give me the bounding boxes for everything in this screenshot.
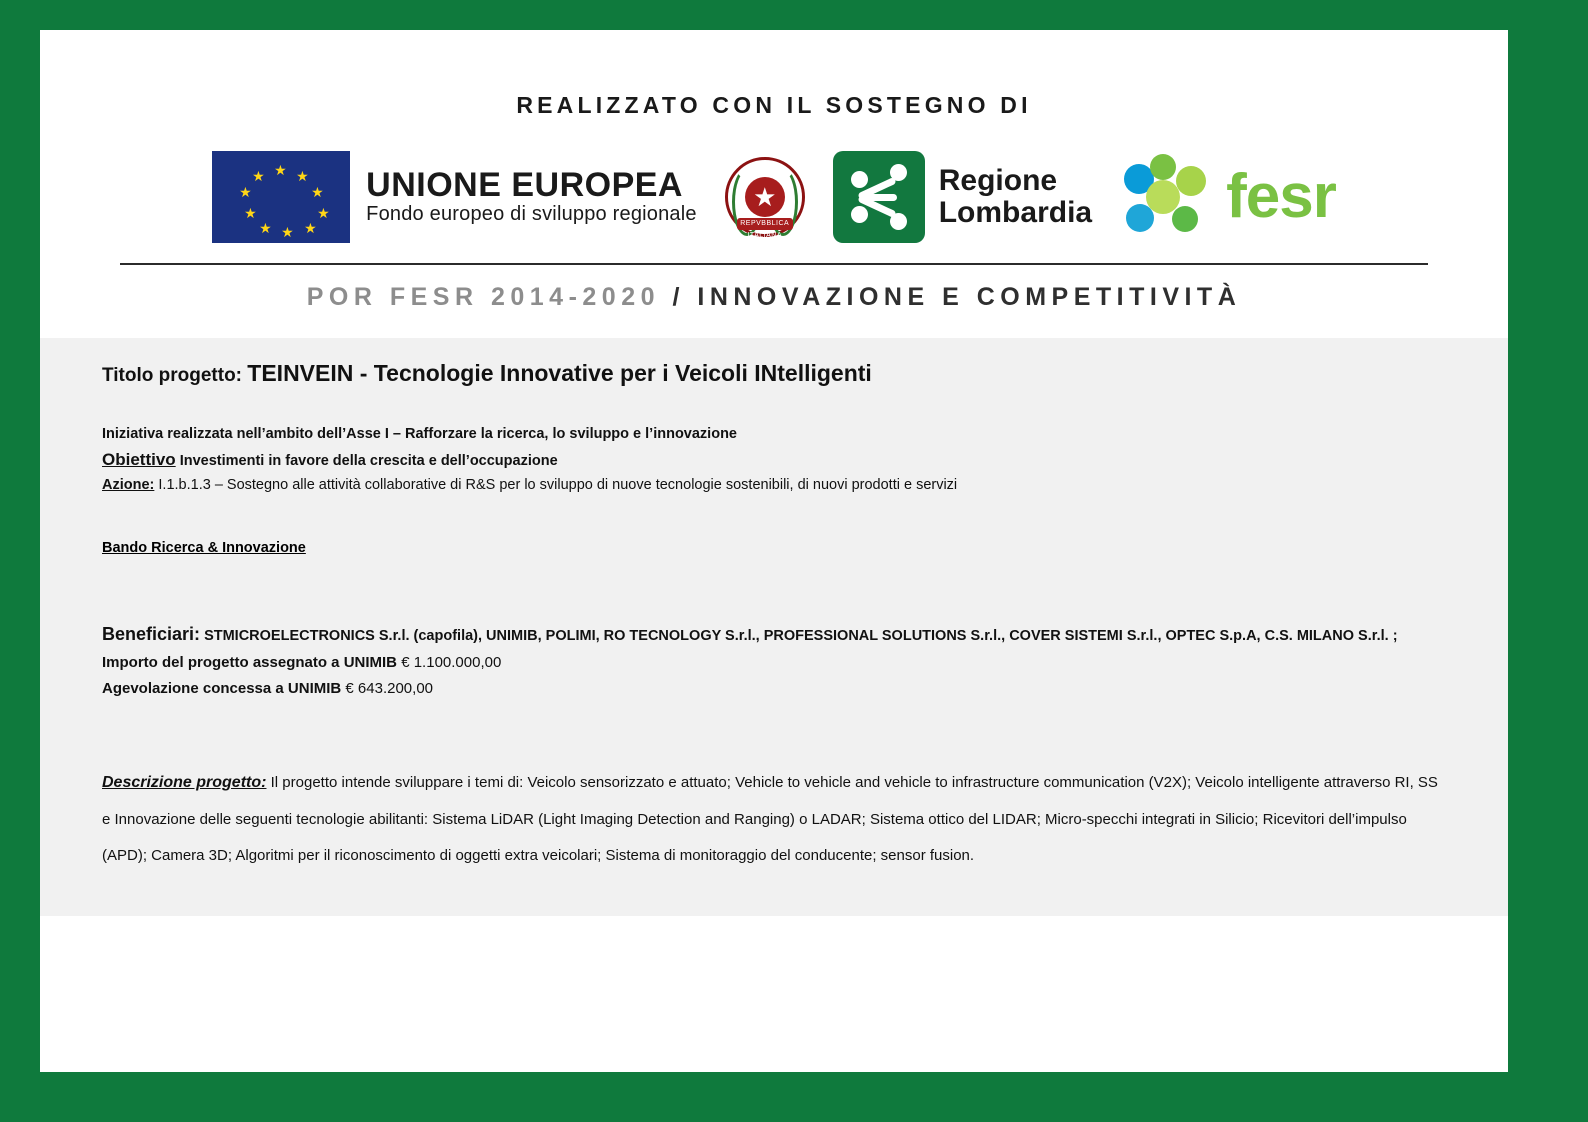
amount-label: Importo del progetto assegnato a UNIMIB [102,653,398,671]
poster-header [40,30,1508,338]
beneficiaries-line [102,624,1446,645]
description-label: Descrizione progetto: [102,773,267,791]
grant-line [102,680,1446,697]
regione-lombardia-logo [833,151,1092,243]
action-label: Azione: [102,477,155,494]
eu-logo-subtitle: Fondo europeo di sviluppo regionale [366,203,697,226]
eu-logo-name: UNIONE EUROPEA [366,165,683,204]
logo-row [40,149,1508,245]
initiative-text: Iniziativa realizzata nell’ambito dell’Asse I – Rafforzare la ricerca, lo sviluppo e l’innovazione [102,426,737,442]
regione-logo-line2: Lombardia [938,196,1093,229]
programme-line [40,283,1508,338]
grant-value: € 643.200,00 [345,679,434,697]
project-title-row [102,360,1446,387]
action-value: I.1.b.1.3 – Sostegno alle attività collaborative di R&S per lo sviluppo di nuove tecnologie sostenibili, di nuovi prodotti e servizi [158,477,958,494]
footer-spacer [40,916,1508,1036]
description-paragraph-2: attraverso RI, SS e Innovazione delle seguenti tecnologie abilitanti: Sistema LiDAR (Light Imaging Detection and Ranging) o LADAR; Sistema ottico del LIDAR; Micro-specchi integrati in Silicio; [102,773,1438,828]
project-title-value: TEINVEIN - Tecnologie Innovative per i Veicoli INtelligenti [247,360,872,386]
fesr-mark-icon [1120,154,1216,240]
beneficiaries-label: Beneficiari: [102,623,201,644]
amount-line [102,654,1446,671]
description-paragraph-3: Ricevitori dell’impulso (APD); Camera 3D; Algoritmi per il riconoscimento di oggetti extra veicolari; Sistema di monitoraggio del conducente; sensor fusion. [102,810,1407,865]
grant-label: Agevolazione concessa a UNIMIB [102,679,342,697]
programme-line-2: INNOVAZIONE E COMPETITIVITÀ [697,283,1242,311]
programme-separator: / [672,283,685,311]
poster-page [40,30,1508,1072]
fesr-logo [1120,154,1336,240]
emblem-ribbon-text: REPVBBLICA ITALIANA [737,218,793,230]
regione-lombardia-rose-icon [833,151,925,243]
fesr-wordmark: fesr [1226,162,1336,231]
programme-line-1: POR FESR 2014-2020 [306,283,661,311]
eu-flag-icon: ★ ★ ★ ★ ★ ★ ★ ★ ★ ★ [212,151,350,243]
eu-logo [212,151,697,243]
objective-value: Investimenti in favore della crescita e dell’occupazione [179,453,558,470]
description-paragraph-1: Il progetto intende sviluppare i temi di: Veicolo sensorizzato e attuato; Vehicle to vehicle and vehicle to infrastructure communication (V2X); Veicolo intelligente [270,773,1320,791]
beneficiaries-value: STMICROELECTRONICS S.r.l. (capofila), UNIMIB, POLIMI, RO TECNOLOGY S.r.l., PROFESSIONAL SOLUTIONS S.r.l., COVER SISTEMI S.r.l., OPTEC S.p.A, C.S. MILANO S.r.l. ; [204,627,1398,644]
action-line [102,474,1446,497]
project-title-label: Titolo progetto: [102,365,243,386]
amount-value: € 1.100.000,00 [401,653,502,671]
call-name: Bando Ricerca & Innovazione [102,539,306,556]
objective-line [102,446,1446,474]
support-line: REALIZZATO CON IL SOSTEGNO DI [516,92,1032,118]
italian-republic-emblem-icon: ★ REPVBBLICA ITALIANA [725,157,805,237]
objective-label: Obiettivo [102,450,176,470]
description-block [102,763,1446,876]
header-divider [120,263,1428,265]
regione-logo-line1: Regione [938,163,1058,197]
project-panel [40,338,1508,916]
initiative-line [102,423,1446,446]
